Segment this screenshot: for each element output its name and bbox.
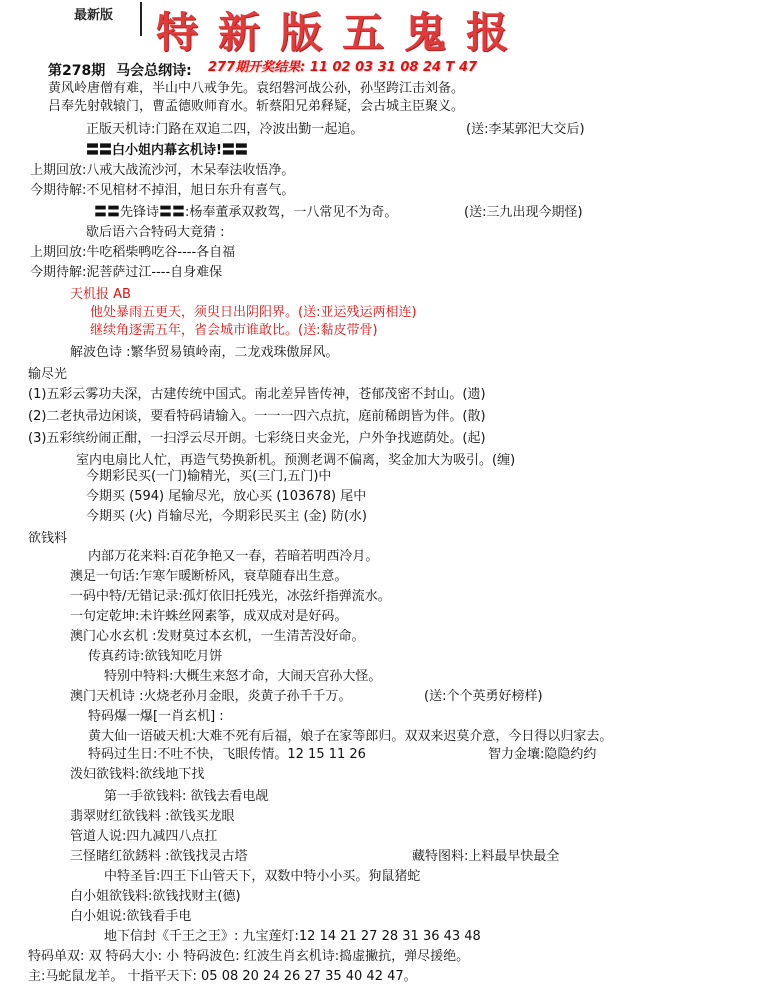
- huangda-line: 黄大仙一语破天机:大难不死有后福，娘子在家等郎归。双双来迟莫介意，今日得以归家去。: [88, 729, 613, 744]
- jinqi-daijie-1: 今期待解:不见棺材不掉泪，旭日东升有喜气。: [30, 183, 295, 198]
- sanguai-text: 三怪睹红欲銹料 :欲钱找灵古塔: [70, 849, 248, 864]
- tianji-poem: [86, 121, 585, 139]
- shinei-line: 室内电扇比人忙，再造气势换新机。预测老调不偏离，奖金加大为吸引。(缠): [76, 453, 516, 468]
- temabao-line: 特码爆一爆[一肖玄机] :: [88, 709, 224, 724]
- yima-line: 一码中特/无错记录:孤灯依旧托残光，冰弦纤指弹流水。: [70, 589, 391, 604]
- jiebose-poem: 解波色诗 :繁华贸易镇岭南，二龙戏珠傲屏风。: [70, 345, 339, 360]
- guoshengri-text: 特码过生日:不吐不快，飞眼传情。12 15 11 26: [88, 747, 366, 762]
- baixiao-shuo-line: 白小姐说:欲钱看手电: [70, 909, 192, 924]
- dixia-line: 地下信封《千王之王》: 九宝莲灯:12 14 21 27 28 31 36 43 48: [104, 929, 481, 944]
- tema-danshuang-line: 特码单双: 双 特码大小: 小 特码波色: 红波生肖玄机诗:捣虚撇抗，弹尽援绝。: [28, 949, 470, 964]
- tianji-poem-text: 正版天机诗:门路在双追二四，冷波出勤一起追。: [86, 122, 364, 137]
- jinqi-mai-2: 今期买 (火) 肖输尽光，今期彩民买主 (金) 防(水): [86, 509, 367, 524]
- aomen-xin-line: 澳门心水玄机 :发财莫过本玄机，一生清苦没好命。: [70, 629, 365, 644]
- tebie-line: 特别中特料:大概生来怒才命，大闹天宫孙大怪。: [104, 669, 382, 684]
- wucai-line-3: (3)五彩缤纷闹正酣，一扫浮云尽开朗。七彩绕日夹金光，户外争找遮荫处。(起): [28, 431, 486, 446]
- shangqi-huifang-1: 上期回放:八戒大战流沙河，木呆奉法收悟净。: [30, 163, 295, 178]
- page-title: 特新版五鬼报: [156, 8, 529, 57]
- xianfeng-poem-note: (送:三九出现今期怪): [464, 205, 583, 220]
- wucai-line-1: (1)五彩云雾功夫深，古建传统中国式。南北差异皆传神，苍郁茂密不封山。(遗): [28, 387, 486, 402]
- edition-tag: 最新版: [74, 8, 114, 23]
- feicui-line: 翡翠财红欲钱料 :欲钱买龙眼: [70, 809, 235, 824]
- tianjibao-line-2: 继续角逐需五年，省会城市谁敢比。(送:黏皮带骨): [90, 323, 378, 338]
- baixiao-yu-line: 白小姐欲钱料:欲钱找财主(德): [70, 889, 241, 904]
- sanguai: [70, 848, 560, 866]
- tianji-poem-note: (送:李某郭汜大交后): [466, 122, 585, 137]
- poem-label: 马会总纲诗:: [116, 63, 192, 79]
- aomen-tianji: [70, 688, 543, 706]
- pofu-line: 泼妇欲钱料:欲线地下找: [70, 767, 205, 782]
- tianjibao-title: 天机报 AB: [70, 287, 131, 302]
- chuanzhen-line: 传真药诗:欲钱知吃月饼: [88, 649, 223, 664]
- xiaojie-title: 〓〓白小姐内幕玄机诗!〓〓: [86, 143, 248, 158]
- aomen-tianji-text: 澳门天机诗 :火烧老孙月金眼，炎黄子孙千千万。: [70, 689, 352, 704]
- zhongte-line: 中特圣旨:四王下山管天下，双数中特小小买。狗鼠猪蛇: [104, 869, 421, 884]
- sanguai-note: 藏特图料:上料最早快最全: [412, 849, 560, 864]
- tianjibao-line-1: 他处暴雨五更天，须臾日出阴阳界。(送:亚运残运两相连): [90, 305, 417, 320]
- xianfeng-poem: [94, 204, 583, 222]
- guandao-line: 管道人说:四九减四八点扛: [70, 829, 218, 844]
- neibu-line: 内部万花来料:百花争艳又一春，若暗若明西冷月。: [88, 549, 379, 564]
- poem-line-2: 吕奉先射戟辕门，曹孟德败师育水。斩蔡阳兄弟释疑，会古城主臣聚义。: [48, 99, 465, 114]
- wucai-line-2: (2)二老执帚边闲谈，要看特码请输入。一一一四六点抗，庭前稀朗皆为伴。(散): [28, 409, 486, 424]
- issue-row: [48, 60, 478, 80]
- jinqi-daijie-2: 今期待解:泥菩萨过江----自身难保: [30, 265, 223, 280]
- lottery-result: 277期开奖结果: 11 02 03 31 08 24 T 47: [208, 60, 478, 75]
- poem-line-1: 黄风岭唐僧有难，半山中八戒争先。袁绍磐河战公孙，孙坚跨江击刘备。: [48, 81, 465, 96]
- xiehouyu-title: 歇后语六合特码大竟猜 :: [86, 225, 225, 240]
- yiju-line: 一句定乾坤:未许蛛丝网素筝，成双成对是好码。: [70, 609, 348, 624]
- guoshengri: [88, 746, 597, 764]
- diyishou-line: 第一手欲钱料: 欲钱去看电觇: [104, 789, 269, 804]
- xianfeng-poem-text: 〓〓先锋诗〓〓:杨奉董承双救驾，一八常见不为奇。: [94, 205, 398, 220]
- shujinguang-heading: 输尽光: [28, 367, 68, 382]
- jinqi-caimin: 今期彩民买(一门)输精光，买(三门,五门)中: [86, 469, 332, 484]
- zhu-line: 主:马蛇鼠龙羊。 十指平天下: 05 08 20 24 26 27 35 40 42 47。: [28, 969, 417, 984]
- yuqianliao-heading: 欲钱料: [28, 531, 68, 546]
- aomen-tianji-note: (送:个个英勇好榜样): [424, 689, 543, 704]
- shangqi-huifang-2: 上期回放:牛吃稻柴鸭吃谷----各自福: [30, 245, 236, 260]
- issue-number: 第278期: [48, 63, 106, 79]
- guoshengri-note: 智力金壤:隐隐约约: [488, 747, 597, 762]
- header-divider: [140, 2, 142, 36]
- jinqi-mai-1: 今期买 (594) 尾输尽光，放心买 (103678) 尾中: [86, 489, 367, 504]
- aozu-line: 澳足一句话:乍寒乍暖断桥风，衰草随春出生意。: [70, 569, 348, 584]
